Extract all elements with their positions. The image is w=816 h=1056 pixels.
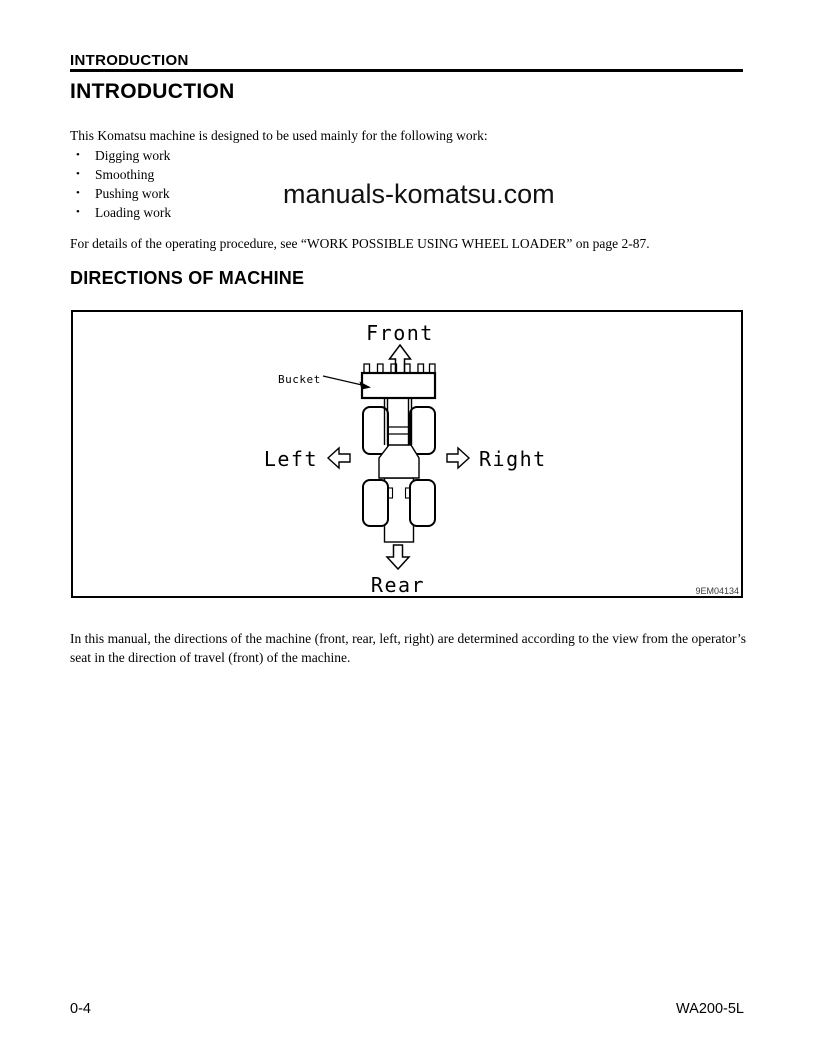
left-direction-label: Left <box>263 447 318 471</box>
front-direction-label: Front <box>366 321 434 345</box>
right-direction-label: Right <box>479 447 547 471</box>
bullet-icon: • <box>76 149 80 161</box>
bullet-icon: • <box>76 187 80 199</box>
header-rule <box>70 69 743 72</box>
figure-id: 9EM04134 <box>695 586 739 596</box>
front-right-wheel <box>410 407 435 454</box>
work-type-list <box>70 146 570 222</box>
details-paragraph: For details of the operating procedure, see “WORK POSSIBLE USING WHEEL LOADER” on page 2-87. <box>70 236 650 251</box>
rear-direction-label: Rear <box>370 573 426 596</box>
bucket-leader-line <box>323 376 362 385</box>
site-watermark: manuals-komatsu.com <box>283 179 555 209</box>
right-arrow-icon <box>447 448 469 468</box>
rear-left-wheel <box>363 480 388 526</box>
list-item-label: Pushing work <box>95 186 170 201</box>
model-number: WA200-5L <box>676 1001 744 1017</box>
page-number: 0-4 <box>70 1001 91 1017</box>
bullet-icon: • <box>76 206 80 218</box>
rear-right-wheel <box>410 480 435 526</box>
page-title: INTRODUCTION <box>70 80 235 103</box>
bucket-shape <box>362 373 435 398</box>
machine-cab <box>379 445 419 478</box>
bullet-icon: • <box>76 168 80 180</box>
list-item <box>70 184 570 203</box>
down-arrow-icon <box>387 545 409 569</box>
front-axle <box>388 427 410 434</box>
machine-top-view-diagram <box>73 312 741 596</box>
intro-paragraph: This Komatsu machine is designed to be used mainly for the following work: <box>70 128 488 143</box>
list-item-label: Smoothing <box>95 167 155 182</box>
section-heading: DIRECTIONS OF MACHINE <box>70 268 305 288</box>
left-arrow-icon <box>328 448 350 468</box>
list-item <box>70 165 570 184</box>
running-header: INTRODUCTION <box>70 52 189 69</box>
list-item-label: Digging work <box>95 148 171 163</box>
directions-figure <box>71 310 743 598</box>
list-item-label: Loading work <box>95 205 172 220</box>
figure-caption: In this manual, the directions of the machine (front, rear, left, right) are determined according to the view from the operator’s seat in the direction of travel (front) of the machine. <box>70 631 746 665</box>
list-item <box>70 146 570 165</box>
bucket-label: Bucket <box>278 373 321 386</box>
list-item <box>70 203 570 222</box>
